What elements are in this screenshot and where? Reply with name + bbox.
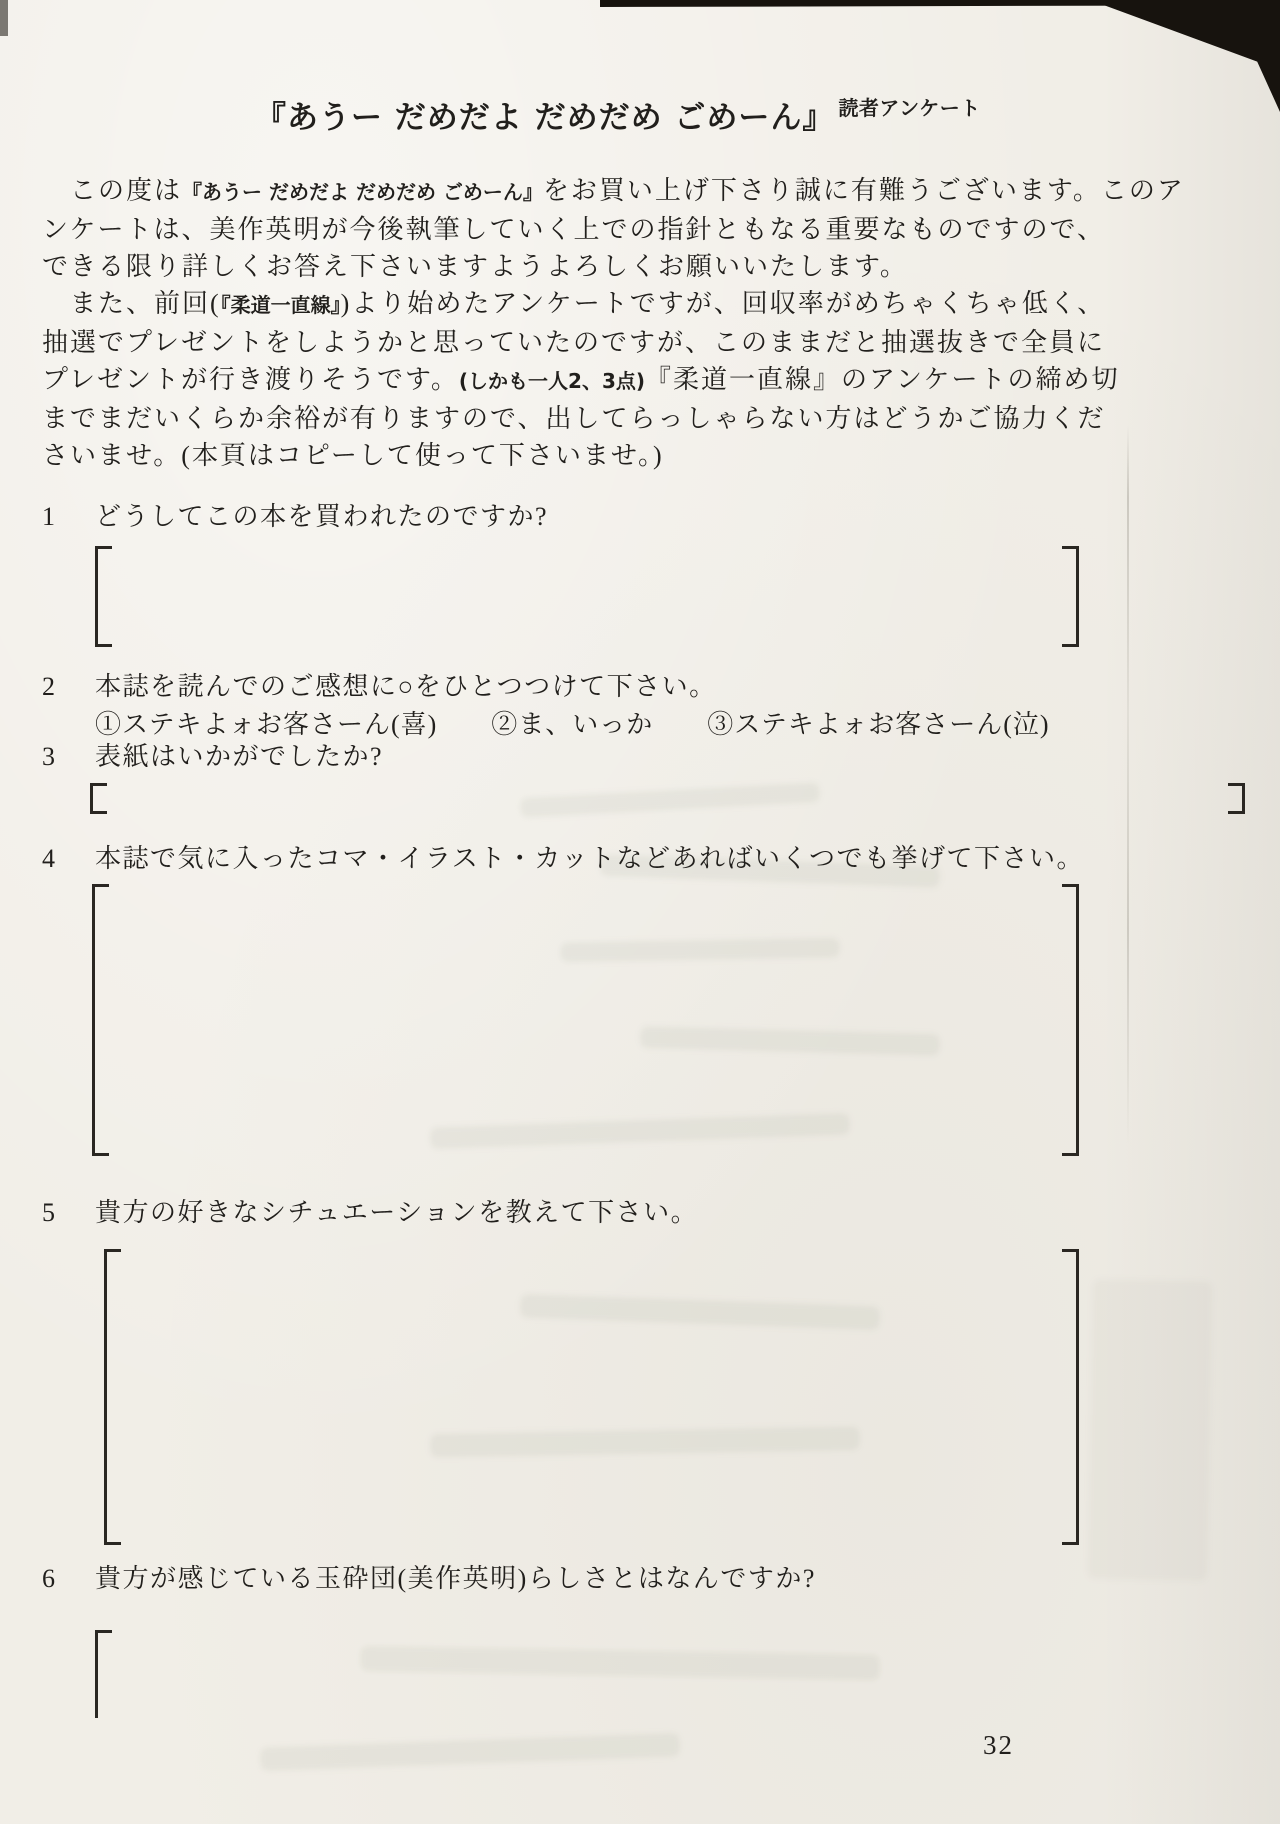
answer-bracket-left [92,884,109,1156]
intro-text: この度は [42,176,183,205]
question-item-4 [42,838,1084,875]
intro-line [42,324,1262,361]
question-item-6 [42,1558,816,1595]
answer-bracket-right [1062,884,1079,1156]
intro-text: 『柔道一直線』のアンケートの締め切 [645,365,1120,394]
page-title-main: 『あうー だめだよ だめだめ ごめーん』 [255,100,835,136]
answer-bracket-left [95,1630,112,1718]
answer-bracket-left [104,1249,121,1545]
intro-text: できる限り詳しくお答え下さいますようよろしくお願いいたします。 [42,252,908,281]
intro-text: までまだいくらか余裕が有りますので、出してらっしゃらない方はどうかご協力くだ [42,404,1106,433]
answer-bracket-right [1062,546,1079,647]
intro-line [42,285,1262,324]
intro-line [42,248,1262,285]
question-number: 1 [42,502,57,531]
answer-bracket-right [1228,783,1245,814]
intro-inline-title: 『あうー だめだよ だめだめ ごめーん』 [182,180,543,204]
answer-bracket-left [95,546,112,647]
scan-corner-shadow [1090,0,1280,112]
question-item-5 [42,1192,698,1229]
question-item-2 [42,666,717,703]
intro-line [42,172,1262,211]
question-text: 貴方の好きなシチュエーションを教えて下さい。 [95,1198,699,1227]
question-item-1 [42,496,548,533]
intro-text: さいませ。(本頁はコピーして使って下さいませ。) [42,441,664,470]
scan-corner-sliver [0,0,8,36]
intro-text: また、前回( [42,289,221,318]
question-number: 2 [42,672,57,701]
intro-paragraph [42,172,1262,474]
answer-box-q6 [95,1630,1080,1718]
intro-inline-title: 『柔道一直線』 [220,293,341,317]
intro-line [42,361,1262,400]
bleedthrough-smudge [260,1733,681,1772]
question-number: 5 [42,1198,57,1227]
bleedthrough-smudge [1087,1279,1212,1581]
intro-text: プレゼントが行き渡りそうです。 [42,365,459,394]
question-text: 貴方が感じている玉砕団(美作英明)らしさとはなんですか? [95,1564,816,1593]
intro-text: をお買い上げ下さり誠に有難うございます。このア [542,176,1185,205]
intro-line [42,400,1262,437]
intro-line [42,211,1262,248]
question-number: 3 [42,742,57,771]
answer-bracket-left [90,783,107,814]
answer-box-q5 [104,1249,1079,1545]
question-text: 表紙はいかがでしたか? [95,742,384,771]
question-text: 本誌を読んでのご感想に○をひとつつけて下さい。 [95,672,717,701]
intro-text: )より始めたアンケートですが、回収率がめちゃくちゃ低く、 [340,289,1106,318]
intro-text: ンケートは、美作英明が今後執筆していく上での指針ともなる重要なものですので、 [42,215,1105,244]
page-title-suffix: 読者アンケート [838,96,981,120]
answer-box-q1 [95,546,1079,647]
question-number: 6 [42,1564,57,1593]
answer-bracket-right [1062,1249,1079,1545]
answer-box-q4 [92,884,1079,1156]
question-text: 本誌で気に入ったコマ・イラスト・カットなどあればいくつでも挙げて下さい。 [95,844,1084,873]
question-number: 4 [42,844,57,873]
page-title [255,92,981,137]
question-text: どうしてこの本を買われたのですか? [95,502,549,531]
question-2-options: ①ステキよォお客さーん(喜) ②ま、いっか ③ステキよォお客さーん(泣) [95,710,1050,739]
page-number: 32 [983,1730,1014,1760]
intro-line [42,437,1262,474]
intro-text: 抽選でプレゼントをしようかと思っていたのですが、このままだと抽選抜きで全員に [42,328,1105,357]
answer-box-q3 [90,783,1245,814]
question-item-3 [42,736,383,773]
intro-inline-title: (しかも一人2、3点) [458,369,646,393]
